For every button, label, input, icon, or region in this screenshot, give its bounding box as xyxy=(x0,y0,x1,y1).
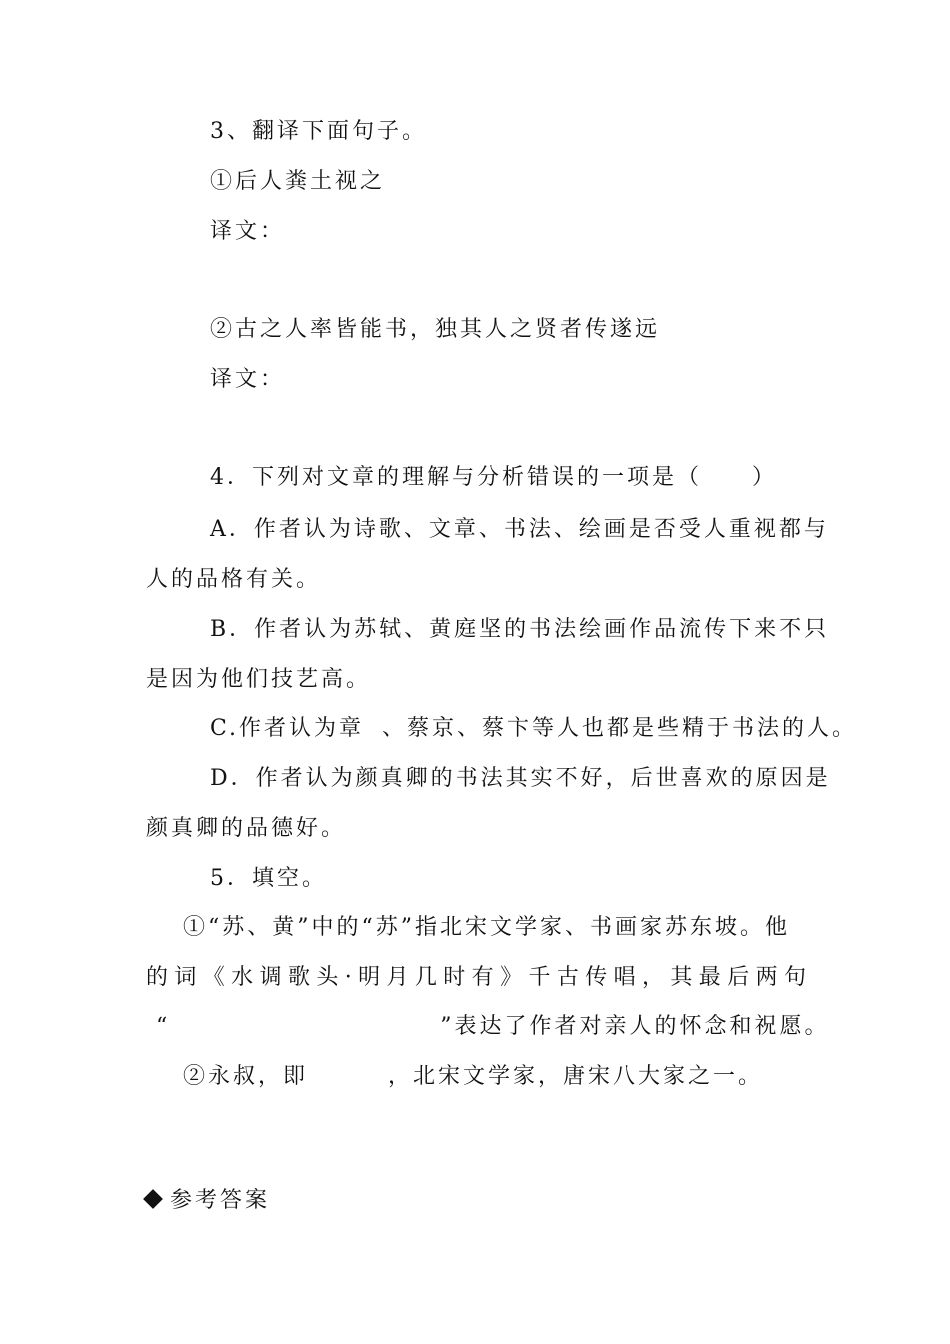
justified-char: 水 xyxy=(231,965,254,990)
justified-char: 调 xyxy=(259,965,282,990)
q5-item-2-text-2: ，北宋文学家，唐宋八大家之一。 xyxy=(388,1064,764,1089)
justified-char: 传 xyxy=(585,965,608,990)
justified-char: 古 xyxy=(556,965,579,990)
q4-option-a-line2: 人的品格有关。 xyxy=(146,567,322,592)
q4-option-c-text-2: 、蔡京、蔡卞等人也都是些精于书法的人。 xyxy=(382,716,858,741)
justified-char: 歌 xyxy=(287,965,310,990)
q5-item-2 xyxy=(183,1062,763,1092)
justified-char: 句 xyxy=(783,965,806,990)
justified-char: 月 xyxy=(386,965,409,990)
justified-char: 其 xyxy=(670,965,693,990)
justified-char: · xyxy=(344,965,352,990)
q4-option-d-line2: 颜真卿的品德好。 xyxy=(146,816,347,841)
justified-char: 有 xyxy=(471,965,494,990)
justified-char: 的 xyxy=(146,965,169,990)
q4-stem: 4．下列对文章的理解与分析错误的一项是（ ） xyxy=(210,465,777,490)
justified-char: 头 xyxy=(316,965,339,990)
q5-title: 5．填空。 xyxy=(210,866,327,891)
justified-char: 两 xyxy=(755,965,778,990)
answer-heading xyxy=(146,1186,270,1216)
q4-option-a-line1: A．作者认为诗歌、文章、书法、绘画是否受人重视都与 xyxy=(210,517,829,542)
q5-item-1-line2 xyxy=(146,963,806,993)
q5-close-quote-text: ”表达了作者对亲人的怀念和祝愿。 xyxy=(440,1014,830,1039)
q4-option-d-line1: D．作者认为颜真卿的书法其实不好，后世喜欢的原因是 xyxy=(210,766,831,791)
justified-char: 千 xyxy=(528,965,551,990)
diamond-icon xyxy=(143,1189,163,1209)
q5-item-1-line3 xyxy=(156,1012,830,1042)
q3-translation-label-1: 译文： xyxy=(210,219,286,244)
q4-option-b-line2: 是因为他们技艺高。 xyxy=(146,667,372,692)
justified-char: 时 xyxy=(443,965,466,990)
justified-char: 唱 xyxy=(613,965,636,990)
justified-char: 《 xyxy=(202,965,225,990)
q5-open-quote: “ xyxy=(156,1014,171,1039)
justified-char: 词 xyxy=(174,965,197,990)
justified-char: ， xyxy=(642,965,665,990)
q4-option-c-text-1: C.作者认为章 xyxy=(210,716,365,741)
answer-label: 参考答案 xyxy=(170,1188,271,1213)
justified-char: 最 xyxy=(698,965,721,990)
q3-title: 3、翻译下面句子。 xyxy=(210,119,427,144)
justified-char: 后 xyxy=(727,965,750,990)
q4-option-c xyxy=(210,714,857,744)
q3-sentence-1: ①后人粪土视之 xyxy=(210,169,386,194)
q5-item-2-text-1: ②永叔，即 xyxy=(183,1064,309,1089)
q3-translation-label-2: 译文： xyxy=(210,367,286,392)
justified-char: 明 xyxy=(358,965,381,990)
justified-char: 几 xyxy=(414,965,437,990)
q3-sentence-2: ②古之人率皆能书，独其人之贤者传遂远 xyxy=(210,317,661,342)
justified-char: 》 xyxy=(500,965,523,990)
q5-item-1-line1: ①“苏、黄”中的“苏”指北宋文学家、书画家苏东坡。他 xyxy=(183,915,790,940)
q4-option-b-line1: B．作者认为苏轼、黄庭坚的书法绘画作品流传下来不只 xyxy=(210,617,830,642)
